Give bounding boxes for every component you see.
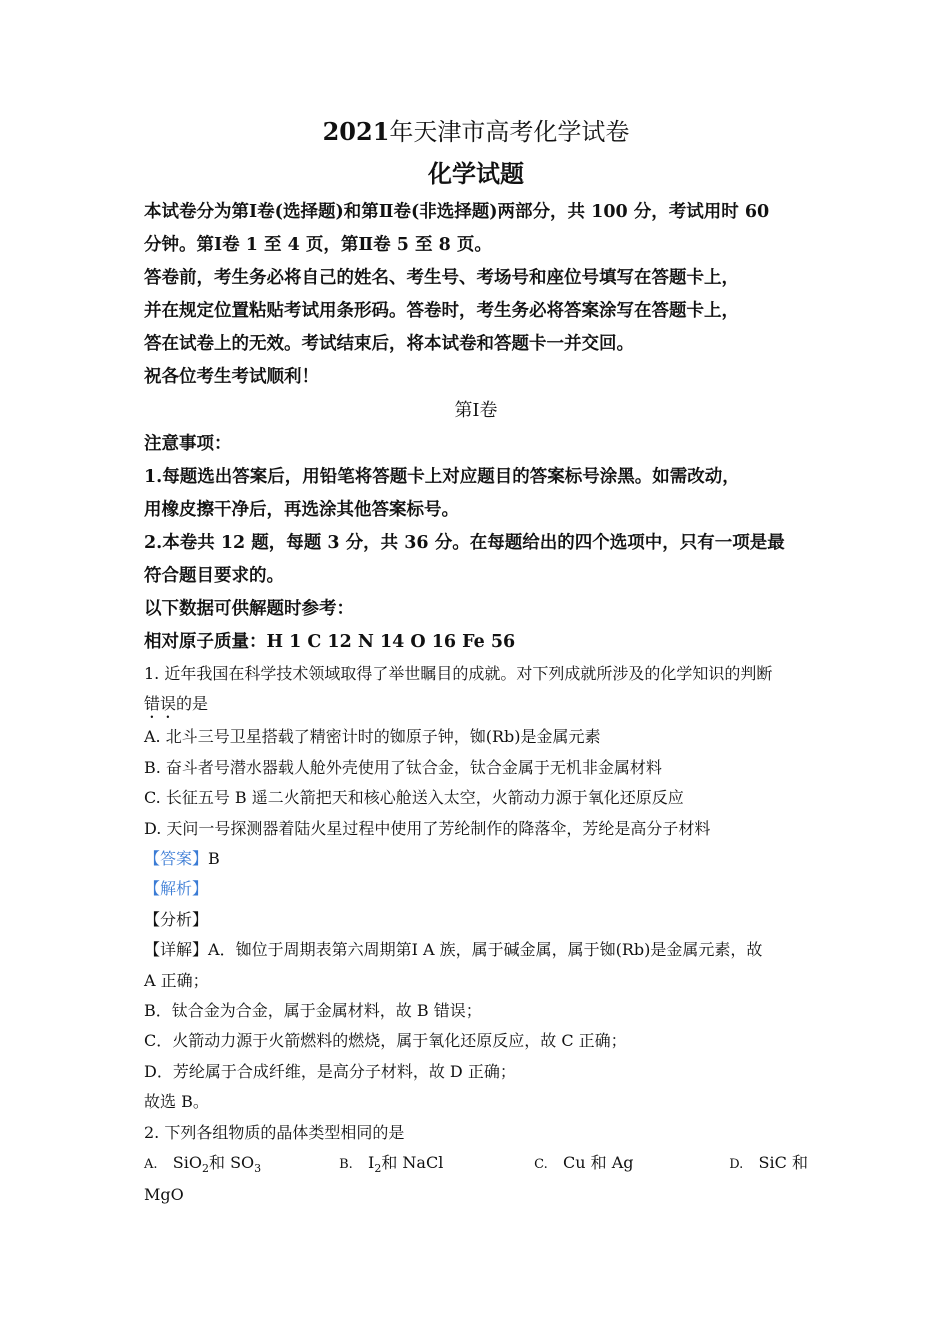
answer-value: B bbox=[208, 849, 220, 869]
intro-line: 本试卷分为第Ⅰ卷(选择题)和第Ⅱ卷(非选择题)两部分，共 100 分，考试用时 60 bbox=[144, 202, 770, 222]
option-formula: 和 NaCl bbox=[381, 1153, 444, 1173]
detail-line: C．火箭动力源于火箭燃料的燃烧，属于氧化还原反应，故 C 正确； bbox=[144, 1031, 627, 1051]
note-line: 2.本卷共 12 题，每题 3 分，共 36 分。在每题给出的四个选项中，只有一项是最 bbox=[144, 533, 785, 553]
intro-line: 答卷前，考生务必将自己的姓名、考生号、考场号和座位号填写在答题卡上， bbox=[144, 268, 739, 288]
detail-line: B．钛合金为合金，属于金属材料，故 B 错误； bbox=[144, 1001, 482, 1021]
section-title: 第Ⅰ卷 bbox=[454, 400, 498, 421]
q1-emphasis: 错误 bbox=[144, 694, 177, 714]
fenxi-tag: 【分析】 bbox=[144, 909, 209, 929]
detail-text: A．铷位于周期表第六周期第Ⅰ A 族，属于碱金属，属于铷(Rb)是金属元素，故 bbox=[208, 940, 763, 960]
q1-option-c: C. 长征五号 B 遥二火箭把天和核心舱送入太空，火箭动力源于氧化还原反应 bbox=[144, 788, 684, 808]
note-line: 符合题目要求的。 bbox=[144, 566, 284, 586]
option-formula: SiC bbox=[758, 1153, 787, 1173]
note-line: 1.每题选出答案后，用铅笔将答题卡上对应题目的答案标号涂黑。如需改动， bbox=[144, 467, 740, 487]
option-subscript: 2 bbox=[202, 1162, 209, 1176]
q1-answer bbox=[144, 844, 808, 874]
q2-option-a bbox=[144, 1148, 339, 1180]
document-subtitle: 化学试题 bbox=[428, 159, 524, 188]
q2-stem: 2. 下列各组物质的晶体类型相同的是 bbox=[144, 1122, 405, 1142]
option-formula: Cu bbox=[563, 1153, 586, 1173]
detail-line: A 正确； bbox=[144, 970, 209, 990]
intro-line: 分钟。第Ⅰ卷 1 至 4 页，第Ⅱ卷 5 至 8 页。 bbox=[144, 235, 492, 255]
q1-stem-cont bbox=[144, 689, 808, 722]
detail-tag: 【详解】 bbox=[144, 940, 209, 960]
option-letter: A. bbox=[144, 1157, 158, 1173]
q2-option-d-wrap: MgO bbox=[144, 1185, 184, 1205]
document-page bbox=[144, 112, 808, 1211]
intro-line: 答在试卷上的无效。考试结束后，将本试卷和答题卡一并交回。 bbox=[144, 334, 634, 354]
q2-option-d bbox=[729, 1148, 808, 1180]
option-formula: 和 bbox=[791, 1153, 808, 1173]
option-formula: SiO bbox=[172, 1153, 202, 1173]
atomic-masses: 相对原子质量：H 1 C 12 N 14 O 16 Fe 56 bbox=[144, 632, 516, 652]
detail-conclusion: 故选 B。 bbox=[144, 1092, 209, 1112]
q1-stem-rest: 的是 bbox=[176, 694, 209, 714]
option-formula: 和 Ag bbox=[590, 1153, 634, 1173]
notes-heading: 注意事项： bbox=[144, 434, 232, 454]
option-letter: D. bbox=[729, 1157, 744, 1173]
intro-line: 祝各位考生考试顺利！ bbox=[144, 367, 319, 387]
q1-stem: 1. 近年我国在科学技术领域取得了举世瞩目的成就。对下列成就所涉及的化学知识的判断 bbox=[144, 664, 773, 683]
option-formula: I bbox=[368, 1153, 375, 1173]
q1-option-a: A. 北斗三号卫星搭载了精密计时的铷原子钟，铷(Rb)是金属元素 bbox=[144, 727, 601, 747]
detail-line: D．芳纶属于合成纤维，是高分子材料，故 D 正确； bbox=[144, 1061, 516, 1081]
option-letter: B. bbox=[339, 1157, 353, 1173]
q1-option-b: B. 奋斗者号潜水器载人舱外壳使用了钛合金，钛合金属于无机非金属材料 bbox=[144, 757, 662, 777]
q1-option-d: D. 天问一号探测器着陆火星过程中使用了芳纶制作的降落伞，芳纶是高分子材料 bbox=[144, 818, 711, 838]
q2-option-c bbox=[534, 1148, 729, 1180]
note-line: 以下数据可供解题时参考： bbox=[144, 599, 354, 619]
title-text: 年天津市高考化学试卷 bbox=[389, 118, 630, 146]
answer-tag: 【答案】 bbox=[144, 849, 209, 869]
intro-line: 并在规定位置粘贴考试用条形码。答卷时，考生务必将答案涂写在答题卡上， bbox=[144, 301, 739, 321]
note-line: 用橡皮擦干净后，再选涂其他答案标号。 bbox=[144, 500, 459, 520]
option-letter: C. bbox=[534, 1157, 548, 1173]
q2-options bbox=[144, 1148, 808, 1180]
option-subscript: 2 bbox=[374, 1162, 382, 1176]
document-title bbox=[144, 112, 808, 152]
title-year: 2021 bbox=[322, 117, 390, 146]
q2-option-b bbox=[339, 1148, 534, 1180]
analysis-tag: 【解析】 bbox=[144, 879, 209, 899]
detail-line bbox=[144, 935, 808, 965]
option-formula: 和 SO bbox=[209, 1153, 255, 1173]
option-subscript: 3 bbox=[254, 1162, 262, 1176]
